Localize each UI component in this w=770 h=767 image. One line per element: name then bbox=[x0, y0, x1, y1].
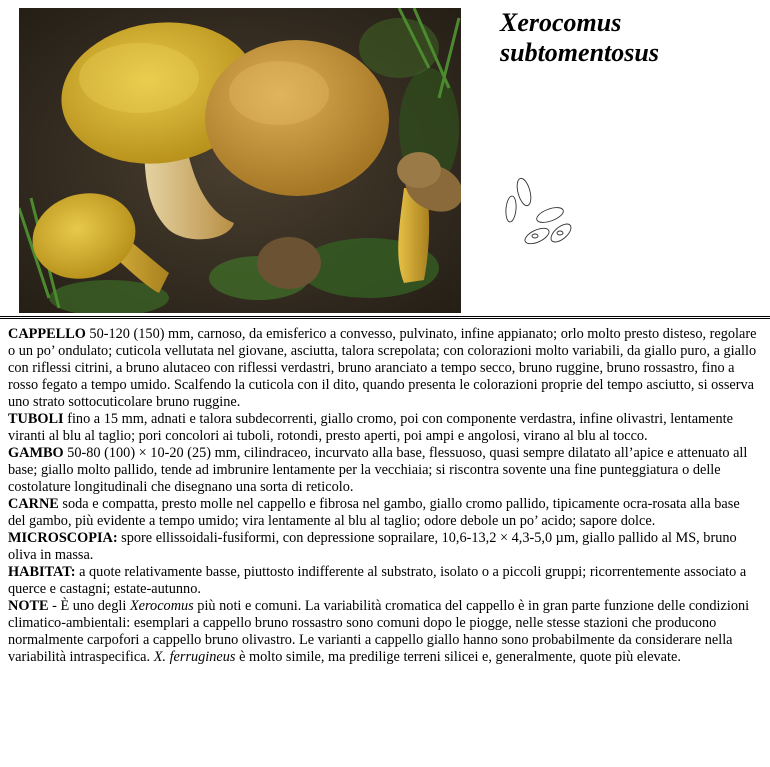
section-text: 50-120 (150) mm, carnoso, da emisferico a convesso, pulvinato, infine appianato; orlo molto presto disteso, regolare o un po’ ondulato; cuticola vellutata nel giovane, asciutta, talora screpolata; con colorazioni molto variabili, da giallo puro, a giallo con riflessi citrini, a bruno alutaceo con riflessi verdastri, bruno aranciato a tempo secco, bruno ruggine, bruno rossastro, fino a rosso fegato a tempo umido. Scalfendo la cuticola con il dito, quando presenta le colorazioni proprie del tempo asciutto, si osserva uno strato sottocuticolare bruno ruggine. bbox=[8, 326, 757, 410]
section-tuboli bbox=[8, 411, 760, 445]
section-cappello bbox=[8, 326, 760, 411]
section-label: TUBOLI bbox=[8, 411, 64, 427]
mushroom-tan bbox=[205, 40, 389, 196]
note-text-3: è molto simile, ma predilige terreni silicei e, generalmente, quote più elevate. bbox=[235, 649, 681, 665]
spore-2 bbox=[505, 196, 517, 223]
section-note bbox=[8, 598, 760, 666]
spore-1 bbox=[515, 177, 534, 207]
species-title-epithet: subtomentosus bbox=[500, 38, 659, 67]
spores-drawing bbox=[500, 172, 580, 252]
section-label: NOTE bbox=[8, 598, 49, 614]
note-text-1: - È uno degli bbox=[48, 598, 130, 614]
divider bbox=[0, 316, 770, 319]
mushroom-illustration bbox=[19, 8, 461, 313]
section-text: 50-80 (100) × 10-20 (25) mm, cilindraceo, incurvato alla base, flessuoso, quasi sempre dilatato all’apice e attenuato all base; giallo molto pallido, tende ad imbrunire lentamente per la vecchiaia; si riscontra sovente una fine punteggiatura o delle costolature longitudinali che disegnano una sorta di reticolo. bbox=[8, 445, 748, 495]
section-label: CARNE bbox=[8, 496, 59, 512]
section-habitat bbox=[8, 564, 760, 598]
pine-cone bbox=[257, 237, 321, 289]
description bbox=[8, 326, 760, 666]
section-text: a quote relativamente basse, piuttosto indifferente al substrato, isolato o a piccoli gruppi; ricorrentemente associato a querce e castagni; estate-autunno. bbox=[8, 564, 747, 597]
section-text: soda e compatta, presto molle nel cappello e fibrosa nel gambo, giallo cromo pallido, tipicamente ocra-rosata alla base del gambo, più evidente a tempo umido; vira lentamente al blu al taglio; odore debole un po’ acido; sapore dolce. bbox=[8, 496, 740, 529]
section-microscopia bbox=[8, 530, 760, 564]
section-text: fino a 15 mm, adnati e talora subdecorrenti, giallo cromo, poi con componente verdastra, infine olivastri, lentamente viranti al blu al taglio; pori concolori ai tuboli, rotondi, presto aperti, poi ampi e angolosi, virano al blu al tocco. bbox=[8, 411, 733, 444]
section-carne bbox=[8, 496, 760, 530]
note-species: X. ferrugineus bbox=[153, 649, 236, 665]
species-title bbox=[500, 8, 659, 68]
mushroom-photo bbox=[19, 8, 461, 313]
section-label: HABITAT: bbox=[8, 564, 76, 580]
spore-4-guttule bbox=[532, 234, 538, 238]
section-label: GAMBO bbox=[8, 445, 64, 461]
section-text: spore ellissoidali-fusiformi, con depressione soprailare, 10,6-13,2 × 4,3-5,0 µm, giallo pallido al MS, bruno oliva in massa. bbox=[8, 530, 737, 563]
species-title-genus: Xerocomus bbox=[500, 8, 622, 37]
note-genus: Xerocomus bbox=[129, 598, 194, 614]
note-text-2: più noti e comuni. La variabilità cromatica del cappello è in gran parte funzione delle condizioni climatico-ambientali: esemplari a cappello bruno rossastro sono comuni dopo le piogge, nelle stesse stazioni che producono normalmente carpofori a cappello bruno olivastro. Le varianti a cappello giallo hanno sono probabilmente da considerare nella variabilità intraspecifica. bbox=[8, 598, 750, 665]
section-gambo bbox=[8, 445, 760, 496]
spore-3 bbox=[535, 205, 565, 226]
spore-5 bbox=[548, 221, 574, 246]
spore-5-guttule bbox=[557, 231, 563, 235]
section-label: MICROSCOPIA: bbox=[8, 530, 118, 546]
section-label: CAPPELLO bbox=[8, 326, 86, 342]
spore-4 bbox=[523, 225, 552, 247]
